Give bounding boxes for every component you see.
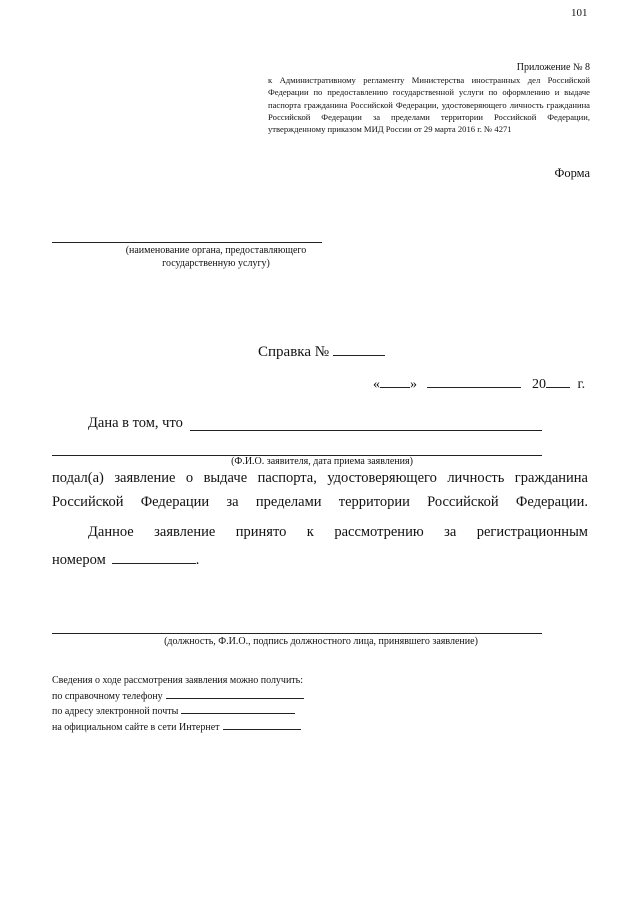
appendix-text: к Административному регламенту Министерства иностранных дел Российской Федерации по предоставлению государственной услуги по оформлению и выдаче паспорта гражданина Российской Федерации, удостоверяющего личность гражданина Российской Федерации за пределами территории Российской Федерации, утвержденному приказом МИД России от 29 марта 2016 г. № 4271 xyxy=(268,75,590,135)
page-number: 101 xyxy=(571,7,588,19)
certificate-title-row xyxy=(258,341,385,361)
paragraph-2: Данное заявление принято к рассмотрению за регистрационным xyxy=(88,524,588,540)
certificate-number-blank xyxy=(333,341,385,356)
day-blank xyxy=(380,374,410,388)
certificate-date-row xyxy=(373,374,585,393)
authority-caption: (наименование органа, предоставляющего государственную услугу) xyxy=(125,245,307,269)
paragraph-1: подал(а) заявление о выдаче паспорта, удостоверяющего личность гражданина Российской Федерации за пределами территории Российской Федерации. xyxy=(52,470,588,510)
info-email-row xyxy=(52,703,304,719)
appendix-title: Приложение № 8 xyxy=(516,62,590,73)
info-website-row xyxy=(52,719,304,735)
website-blank xyxy=(223,719,301,730)
form-label: Форма xyxy=(554,166,590,180)
info-heading: Сведения о ходе рассмотрения заявления можно получить: xyxy=(52,675,304,686)
official-line xyxy=(52,633,542,634)
date-close-quote: » xyxy=(410,377,417,392)
appendix-header xyxy=(268,61,590,135)
month-blank xyxy=(427,374,521,388)
info-block xyxy=(52,674,304,734)
email-blank xyxy=(181,703,295,714)
registration-number-row xyxy=(52,550,199,569)
registration-number-blank xyxy=(112,550,196,564)
official-caption: (должность, Ф.И.О., подпись должностного лица, принявшего заявление) xyxy=(164,636,478,647)
number-label: номером xyxy=(52,552,106,568)
applicant-caption: (Ф.И.О. заявителя, дата приема заявления) xyxy=(231,456,413,467)
certificate-title: Справка № xyxy=(258,344,330,360)
info-phone-label: по справочному телефону xyxy=(52,690,163,702)
number-dot: . xyxy=(195,552,200,568)
statement-line-1 xyxy=(190,430,542,431)
phone-blank xyxy=(166,688,304,699)
year-prefix: 20 xyxy=(532,377,546,392)
statement-intro: Дана в том, что xyxy=(88,415,183,431)
year-suffix: г. xyxy=(577,377,586,392)
info-website-label: на официальном сайте в сети Интернет xyxy=(52,721,220,733)
info-email-label: по адресу электронной почты xyxy=(52,706,179,717)
date-open-quote: « xyxy=(373,377,380,392)
authority-line xyxy=(52,242,322,243)
info-phone-row xyxy=(52,688,304,704)
year-blank xyxy=(546,374,570,388)
